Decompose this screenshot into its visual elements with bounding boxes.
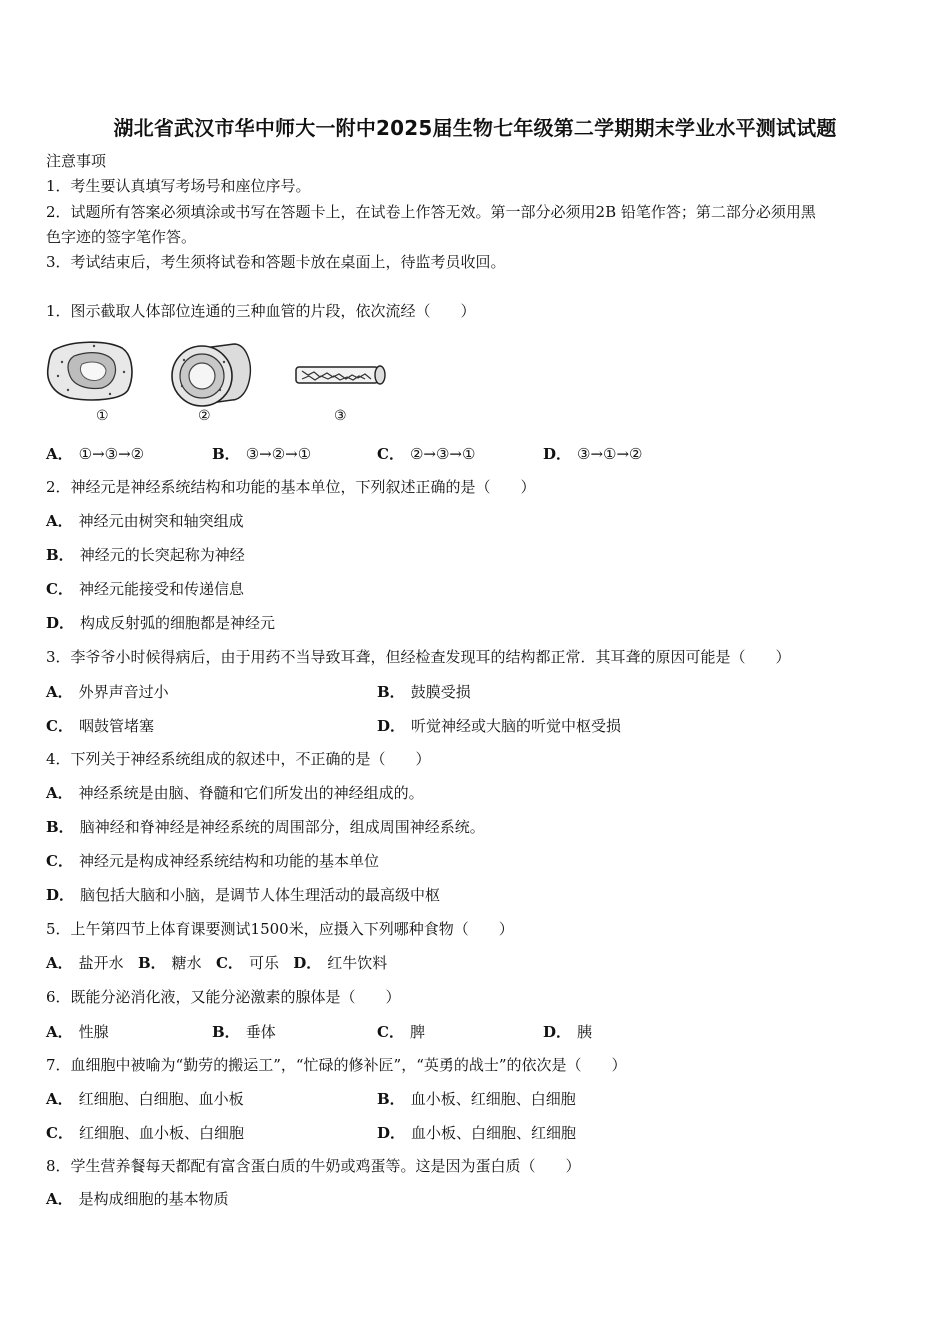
q6-option-c[interactable]: C． 脾	[377, 1023, 425, 1041]
question-1-options	[46, 443, 746, 463]
page-title: 湖北省武汉市华中师大一附中2025届生物七年级第二学期期末学业水平测试试题	[113, 116, 837, 140]
q1-option-b[interactable]: B． ③→②→①	[212, 445, 312, 463]
vessel-2-image	[172, 344, 250, 406]
q8-option-a[interactable]: A． 是构成细胞的基本物质	[46, 1190, 229, 1208]
q1-option-a[interactable]: A． ①→③→②	[46, 445, 145, 463]
q3-option-d[interactable]: D． 听觉神经或大脑的听觉中枢受损	[377, 717, 622, 735]
q6-option-a[interactable]: A． 性腺	[46, 1023, 109, 1041]
q4-option-c[interactable]: C． 神经元是构成神经系统结构和功能的基本单位	[46, 852, 379, 870]
q3-option-b[interactable]: B． 鼓膜受损	[377, 683, 471, 701]
q1-option-d[interactable]: D． ③→①→②	[543, 445, 643, 463]
question-7-options-row-2	[46, 1122, 746, 1142]
q6-option-d[interactable]: D． 胰	[543, 1023, 593, 1041]
question-3-options-row-2	[46, 715, 746, 735]
q3-option-a[interactable]: A． 外界声音过小	[46, 683, 169, 701]
notice-item-1: 1．考生要认真填写考场号和座位序号。	[46, 177, 311, 195]
vessel-1-label: ①	[96, 408, 109, 424]
question-7-stem: 7．血细胞中被喻为“勤劳的搬运工”，“忙碌的修补匠”，“英勇的战士”的依次是（ ）	[46, 1056, 627, 1074]
q3-option-c[interactable]: C． 咽鼓管堵塞	[46, 717, 154, 735]
q7-option-c[interactable]: C． 红细胞、血小板、白细胞	[46, 1124, 244, 1142]
vessel-1-image	[48, 342, 132, 400]
q6-option-b[interactable]: B． 垂体	[212, 1023, 276, 1041]
question-1-stem: 1．图示截取人体部位连通的三种血管的片段，依次流经（ ）	[46, 302, 476, 320]
q5-option-a[interactable]: A． 盐开水	[46, 954, 124, 972]
notice-item-2-cont: 色字迹的签字笔作答。	[46, 228, 197, 246]
vessel-3-image	[296, 366, 385, 384]
question-7-options-row-1	[46, 1088, 746, 1108]
question-3-stem: 3．李爷爷小时候得病后，由于用药不当导致耳聋，但经检查发现耳的结构都正常．其耳聋的原因可能是（ ）	[46, 648, 791, 666]
q2-option-c[interactable]: C． 神经元能接受和传递信息	[46, 580, 244, 598]
question-5-stem: 5．上午第四节上体育课要测试1500米，应摄入下列哪种食物（ ）	[46, 920, 514, 938]
q4-option-b[interactable]: B． 脑神经和脊神经是神经系统的周围部分，组成周围神经系统。	[46, 818, 485, 836]
q5-option-c[interactable]: C． 可乐	[215, 954, 279, 972]
question-6-stem: 6．既能分泌消化液，又能分泌激素的腺体是（ ）	[46, 988, 401, 1006]
question-8-stem: 8．学生营养餐每天都配有富含蛋白质的牛奶或鸡蛋等。这是因为蛋白质（ ）	[46, 1157, 581, 1175]
question-4-stem: 4．下列关于神经系统组成的叙述中，不正确的是（ ）	[46, 750, 431, 768]
q7-option-b[interactable]: B． 血小板、红细胞、白细胞	[377, 1090, 576, 1108]
question-6-options	[46, 1021, 746, 1041]
question-5-options	[46, 953, 387, 973]
notice-item-3: 3．考试结束后，考生须将试卷和答题卡放在桌面上，待监考员收回。	[46, 253, 506, 271]
q4-option-d[interactable]: D． 脑包括大脑和小脑，是调节人体生理活动的最高级中枢	[46, 886, 441, 904]
notice-heading: 注意事项	[46, 152, 107, 170]
q4-option-a[interactable]: A． 神经系统是由脑、脊髓和它们所发出的神经组成的。	[46, 784, 424, 802]
question-3-options-row-1	[46, 681, 746, 701]
q1-option-c[interactable]: C． ②→③→①	[377, 445, 476, 463]
q2-option-d[interactable]: D． 构成反射弧的细胞都是神经元	[46, 614, 276, 632]
notice-item-2: 2．试题所有答案必须填涂或书写在答题卡上，在试卷上作答无效。第一部分必须用2B 铅笔作答；第二部分必须用黑	[46, 203, 816, 221]
blood-vessel-figure	[44, 338, 404, 428]
q2-option-a[interactable]: A． 神经元由树突和轴突组成	[46, 512, 244, 530]
question-2-stem: 2．神经元是神经系统结构和功能的基本单位，下列叙述正确的是（ ）	[46, 478, 536, 496]
q7-option-a[interactable]: A． 红细胞、白细胞、血小板	[46, 1090, 244, 1108]
q2-option-b[interactable]: B． 神经元的长突起称为神经	[46, 546, 245, 564]
vessel-2-label: ②	[198, 408, 211, 424]
q7-option-d[interactable]: D． 血小板、白细胞、红细胞	[377, 1124, 577, 1142]
q5-option-b[interactable]: B． 糖水	[137, 954, 202, 972]
q5-option-d[interactable]: D． 红牛饮料	[293, 954, 388, 972]
vessel-3-label: ③	[334, 408, 347, 424]
